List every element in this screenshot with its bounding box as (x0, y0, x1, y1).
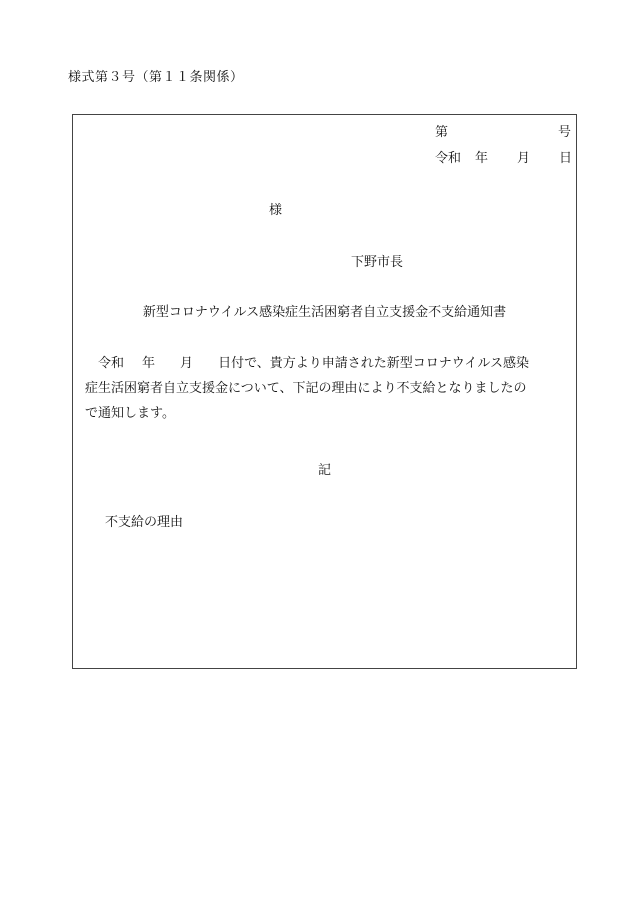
issue-date-year: 年 (475, 151, 489, 166)
issue-date-line (435, 147, 571, 166)
body-date-year: 年 (142, 356, 156, 371)
notice-frame (72, 114, 577, 669)
notice-body-line-1 (85, 351, 565, 376)
notice-body-line-2: 症生活困窮者自立支援金について、下記の理由により不支給となりましたの (85, 381, 527, 396)
document-title: 新型コロナウイルス感染症生活困窮者自立支援金不支給通知書 (142, 305, 507, 320)
addressee-honorific: 様 (269, 203, 283, 218)
issue-date-era: 令和 (435, 151, 462, 166)
body-line-1-text: 日付で、貴方より申請された新型コロナウイルス感染 (218, 356, 530, 371)
issue-date-month: 月 (517, 151, 531, 166)
note-heading: 記 (317, 463, 331, 478)
body-date-month: 月 (180, 356, 194, 371)
reason-label: 不支給の理由 (105, 515, 184, 530)
notice-body (85, 351, 565, 426)
document-number-prefix: 第 (435, 125, 449, 140)
issue-date-day: 日 (559, 151, 573, 166)
document-number-line (435, 121, 571, 140)
issuer-name: 下野市長 (351, 255, 404, 270)
notice-body-line-3: で通知します。 (85, 406, 175, 421)
form-number-label: 様式第３号（第１１条関係） (68, 70, 244, 85)
body-date-era: 令和 (98, 356, 125, 371)
document-number-suffix: 号 (557, 125, 571, 140)
